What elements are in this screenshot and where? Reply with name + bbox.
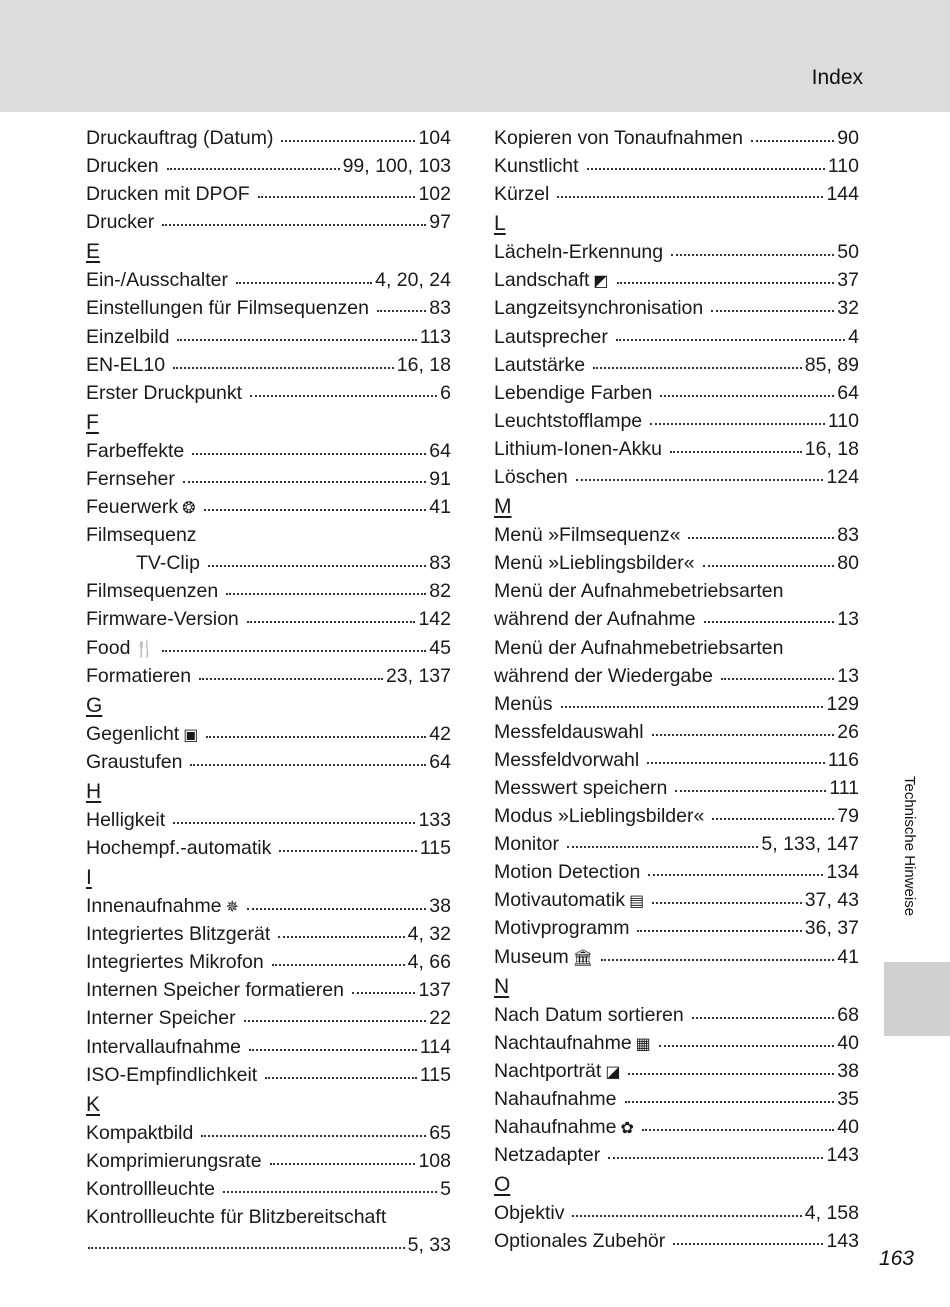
- index-entry: [86, 152, 451, 180]
- index-entry: [494, 294, 859, 322]
- index-entry-term: Integriertes Blitzgerät: [86, 923, 271, 946]
- index-entry-pages: 4, 20, 24: [375, 269, 451, 292]
- index-letter-heading: N: [494, 974, 510, 998]
- dot-leader: [692, 1016, 835, 1019]
- index-letter-heading: K: [86, 1092, 101, 1116]
- index-entry-pages: 102: [418, 183, 451, 206]
- dot-leader: [223, 1190, 437, 1193]
- index-entry: [494, 830, 859, 858]
- dot-leader: [647, 761, 825, 764]
- dot-leader: [281, 139, 415, 142]
- index-entry: [494, 351, 859, 379]
- index-entry-term: Modus »Lieblingsbilder«: [494, 805, 705, 828]
- index-entry-pages: 4, 158: [804, 1202, 859, 1225]
- index-entry: [494, 886, 859, 914]
- dot-leader: [88, 1246, 405, 1249]
- index-entry-term: Kürzel: [494, 183, 550, 206]
- index-entry-pages: 110: [827, 155, 859, 178]
- dot-leader: [199, 677, 383, 680]
- index-entry: [86, 748, 451, 776]
- index-entry-term: Druckauftrag (Datum): [86, 127, 274, 149]
- dot-leader: [637, 929, 801, 932]
- index-entry-pages: 134: [826, 861, 859, 884]
- index-entry: [86, 465, 451, 493]
- index-entry-pages: 111: [829, 776, 859, 799]
- dot-leader: [204, 508, 427, 511]
- dot-leader: [711, 309, 834, 312]
- index-entry-term: Nahaufnahme: [494, 1116, 617, 1138]
- index-column-right: [494, 124, 859, 1255]
- index-entry-pages: 4: [848, 325, 859, 348]
- dot-leader: [244, 1019, 427, 1022]
- index-entry-term: Food: [86, 636, 131, 659]
- index-entry: [86, 124, 451, 152]
- index-letter-heading: O: [494, 1173, 511, 1197]
- index-entry-term: Drucken mit DPOF: [86, 183, 250, 206]
- dot-leader: [247, 907, 426, 910]
- index-entry: [494, 914, 859, 942]
- dot-leader: [557, 195, 823, 198]
- landscape-icon: ◩: [593, 273, 609, 291]
- index-entry-term: Formatieren: [86, 664, 192, 687]
- index-entry-term: Motion Detection: [494, 861, 641, 884]
- index-entry: [86, 1119, 451, 1147]
- index-entry-pages: 13: [837, 664, 859, 687]
- index-entry-term: Lithium-Ionen-Akku: [494, 437, 662, 460]
- dot-leader: [671, 253, 834, 256]
- index-entry-term: Drucken: [86, 155, 159, 178]
- index-entry-pages: 113: [419, 325, 451, 348]
- index-entry-pages: 26: [837, 720, 859, 743]
- dot-leader: [675, 789, 826, 792]
- index-entry-term: Internen Speicher formatieren: [86, 979, 344, 1002]
- dot-leader: [377, 309, 426, 312]
- index-entry: [494, 323, 859, 351]
- index-entry-pages: 64: [429, 750, 451, 773]
- index-entry: [86, 834, 451, 862]
- dot-leader: [226, 592, 426, 595]
- dot-leader: [162, 649, 426, 652]
- index-entry-term: Gegenlicht: [86, 722, 180, 745]
- index-entry: [86, 720, 451, 748]
- index-entry-term: Einstellungen für Filmsequenzen: [86, 297, 369, 320]
- night-portrait-icon: ◪: [605, 1063, 621, 1081]
- index-entry: [494, 407, 859, 435]
- index-entry: [494, 1113, 859, 1141]
- dot-leader: [352, 991, 415, 994]
- index-entry: [86, 1147, 451, 1175]
- index-letter-heading: G: [86, 693, 103, 717]
- index-entry-term: Motivprogramm: [494, 917, 630, 940]
- index-entry: [494, 943, 859, 971]
- dot-leader: [572, 1214, 801, 1217]
- index-entry-pages: 83: [429, 297, 451, 320]
- section-tab: [884, 962, 950, 1036]
- index-entry-term: Kunstlicht: [494, 155, 579, 178]
- index-entry-term: Lautsprecher: [494, 325, 608, 348]
- dot-leader: [173, 821, 415, 824]
- index-letter-heading: M: [494, 495, 512, 519]
- dot-leader: [567, 845, 758, 848]
- index-letter-heading: H: [86, 779, 102, 803]
- dot-leader: [688, 536, 834, 539]
- index-entry-pages: 82: [429, 580, 451, 603]
- index-entry-term: Menü der Aufnahmebetriebsarten: [494, 580, 784, 603]
- index-entry: [494, 605, 859, 633]
- index-entry-pages: 42: [429, 722, 451, 745]
- dot-leader: [162, 223, 426, 226]
- index-entry: [86, 948, 451, 976]
- index-entry-pages: 143: [826, 1230, 859, 1253]
- index-entry-term: Monitor: [494, 833, 560, 856]
- index-entry: [86, 180, 451, 208]
- index-entry-pages: 5: [440, 1177, 451, 1200]
- index-entry: [86, 920, 451, 948]
- index-entry-pages: 36, 37: [804, 917, 859, 940]
- index-entry-pages: 4, 32: [407, 923, 451, 946]
- index-entry: [494, 1001, 859, 1029]
- index-entry-term: Drucker: [86, 211, 155, 234]
- index-entry-pages: 104: [418, 127, 451, 149]
- index-entry-term: Innenaufnahme: [86, 895, 222, 918]
- dot-leader: [167, 167, 340, 170]
- index-entry-term: Museum: [494, 945, 569, 968]
- index-entry-term: Hochempf.-automatik: [86, 836, 272, 859]
- index-entry: [494, 180, 859, 208]
- index-entry-term: Kontrollleuchte: [86, 1177, 215, 1200]
- index-entry: [494, 746, 859, 774]
- index-entry: [86, 323, 451, 351]
- index-letter-heading: E: [86, 240, 101, 264]
- index-entry-pages: 79: [837, 805, 859, 828]
- index-entry: [86, 493, 451, 521]
- dot-leader: [250, 394, 437, 397]
- dot-leader: [601, 958, 834, 961]
- index-entry-term: Leuchtstofflampe: [494, 409, 643, 432]
- index-entry-pages: 38: [837, 1059, 859, 1082]
- index-entry-pages: 45: [429, 636, 451, 659]
- index-entry: [86, 634, 451, 662]
- index-entry: [86, 437, 451, 465]
- night-landscape-icon: ▦: [635, 1035, 651, 1053]
- dot-leader: [236, 281, 372, 284]
- dot-leader: [703, 564, 835, 567]
- dot-leader: [659, 1044, 835, 1047]
- index-entry-term: Menü »Filmsequenz«: [494, 524, 681, 547]
- index-entry-pages: 83: [837, 524, 859, 547]
- index-entry-term: Menü »Lieblingsbilder«: [494, 552, 695, 575]
- index-entry-pages: 65: [429, 1121, 451, 1144]
- index-entry-term: Lächeln-Erkennung: [494, 241, 664, 264]
- index-entry-pages: 83: [429, 552, 451, 575]
- index-column-left: [86, 124, 451, 1259]
- dot-leader: [616, 338, 845, 341]
- index-entry-term: Messwert speichern: [494, 776, 668, 799]
- index-entry-pages: 68: [837, 1003, 859, 1026]
- dot-leader: [576, 478, 824, 481]
- macro-flower-icon: ✿: [620, 1120, 634, 1137]
- index-entry: [494, 1029, 859, 1057]
- index-entry: [494, 124, 859, 152]
- index-entry: [494, 435, 859, 463]
- index-entry-term: Kompaktbild: [86, 1121, 194, 1144]
- index-entry: [494, 1199, 859, 1227]
- index-entry-term: Ein-/Ausschalter: [86, 269, 228, 292]
- index-entry: [86, 1175, 451, 1203]
- index-entry-term: EN-EL10: [86, 353, 166, 376]
- index-entry-pages: 64: [837, 381, 859, 404]
- dot-leader: [751, 139, 834, 142]
- dot-leader: [561, 705, 824, 708]
- index-entry-term: Integriertes Mikrofon: [86, 951, 264, 974]
- index-entry-term: Netzadapter: [494, 1144, 601, 1167]
- index-entry: [86, 1004, 451, 1032]
- index-entry-pages: 64: [429, 439, 451, 462]
- dot-leader: [206, 735, 426, 738]
- index-entry-pages: 114: [419, 1035, 451, 1058]
- index-entry: [494, 521, 859, 549]
- dot-leader: [177, 338, 416, 341]
- index-entry: [86, 379, 451, 407]
- index-entry-term: Nachtporträt: [494, 1059, 602, 1082]
- index-entry-pages: 37: [837, 269, 859, 292]
- index-entry: [86, 351, 451, 379]
- index-entry-pages: 16, 18: [396, 353, 451, 376]
- dot-leader: [712, 817, 834, 820]
- museum-icon: 🏛: [572, 949, 594, 967]
- index-entry-term: Erster Druckpunkt: [86, 381, 243, 404]
- header-title: Index: [811, 66, 863, 89]
- index-entry-pages: 137: [418, 979, 451, 1002]
- dot-leader: [593, 366, 802, 369]
- dot-leader: [652, 901, 802, 904]
- index-entry-term: ISO-Empfindlichkeit: [86, 1063, 258, 1086]
- index-entry-pages: 38: [429, 895, 451, 918]
- index-entry-pages: 5, 33: [407, 1234, 451, 1257]
- index-entry-pages: 80: [837, 552, 859, 575]
- index-entry-term: Filmsequenz: [86, 524, 197, 547]
- index-entry: [86, 577, 451, 605]
- dot-leader: [258, 195, 416, 198]
- dot-leader: [190, 763, 426, 766]
- index-entry-pages: 4, 66: [407, 951, 451, 974]
- index-entry-pages: 115: [419, 1063, 451, 1086]
- index-entry-pages: 99, 100, 103: [342, 155, 451, 178]
- index-entry: [86, 549, 451, 577]
- dot-leader: [249, 1048, 417, 1051]
- dot-leader: [642, 1128, 834, 1131]
- party-indoor-icon: ✵: [225, 899, 239, 917]
- dot-leader: [272, 963, 405, 966]
- index-entry: [86, 976, 451, 1004]
- dot-leader: [617, 281, 835, 284]
- index-entry-term: Kontrollleuchte für Blitzbereitschaft: [86, 1206, 387, 1228]
- index-entry-pages: 129: [826, 692, 859, 715]
- index-entry-pages: 6: [440, 381, 451, 404]
- index-entry-term: Filmsequenzen: [86, 580, 219, 603]
- dot-leader: [278, 935, 404, 938]
- index-entry: [494, 549, 859, 577]
- index-entry-pages: 37, 43: [804, 889, 859, 912]
- dot-leader: [670, 450, 802, 453]
- index-entry-term: Firmware-Version: [86, 608, 239, 631]
- index-entry-term: Einzelbild: [86, 325, 170, 348]
- index-entry: [86, 1061, 451, 1089]
- index-entry: [494, 858, 859, 886]
- dot-leader: [587, 167, 825, 170]
- index-entry: [86, 662, 451, 690]
- index-entry: [494, 802, 859, 830]
- index-entry: [494, 152, 859, 180]
- index-entry-pages: 116: [827, 748, 859, 771]
- backlight-icon: ▣: [183, 726, 199, 744]
- index-entry-pages: 91: [429, 467, 451, 490]
- index-entry-term: TV-Clip: [136, 552, 200, 575]
- index-entry: [494, 463, 859, 491]
- index-entry: [86, 1033, 451, 1061]
- dot-leader: [721, 677, 834, 680]
- index-entry-term: Messfeldvorwahl: [494, 748, 640, 771]
- index-entry-term: Nach Datum sortieren: [494, 1003, 684, 1026]
- dot-leader: [208, 564, 426, 567]
- dot-leader: [673, 1242, 823, 1245]
- index-entry-term: Interner Speicher: [86, 1007, 236, 1030]
- index-letter-heading: F: [86, 410, 99, 434]
- section-label: Technische Hinweise: [901, 776, 918, 917]
- index-entry-term: Fernseher: [86, 467, 175, 490]
- index-entry-term: Lebendige Farben: [494, 381, 653, 404]
- index-entry: [86, 605, 451, 633]
- index-entry: [494, 1227, 859, 1255]
- index-entry-term: Kopieren von Tonaufnahmen: [494, 127, 743, 149]
- dot-leader: [648, 873, 823, 876]
- index-entry-term: Menüs: [494, 692, 553, 715]
- dot-leader: [660, 394, 834, 397]
- index-entry-pages: 133: [418, 808, 451, 831]
- dot-leader: [625, 1100, 835, 1103]
- index-entry: [86, 294, 451, 322]
- index-entry-pages: 110: [827, 409, 859, 432]
- index-letter-heading: I: [86, 866, 92, 890]
- index-entry-pages: 41: [429, 496, 451, 519]
- index-entry-pages: 40: [837, 1031, 859, 1054]
- index-entry-pages: 143: [826, 1144, 859, 1167]
- dot-leader: [650, 422, 825, 425]
- index-entry-pages: 124: [826, 466, 859, 489]
- index-entry: [494, 1085, 859, 1113]
- dot-leader: [652, 733, 835, 736]
- dot-leader: [628, 1072, 834, 1075]
- index-entry-term: Motivautomatik: [494, 889, 626, 912]
- index-entry-term: Nachtaufnahme: [494, 1031, 632, 1054]
- index-entry: [494, 774, 859, 802]
- index-entry: [494, 1141, 859, 1169]
- index-entry-pages: 142: [418, 608, 451, 631]
- index-entry-term: Optionales Zubehör: [494, 1230, 666, 1253]
- index-entry-pages: 5, 133, 147: [761, 833, 859, 856]
- dot-leader: [608, 1156, 823, 1159]
- index-entry-pages: 13: [837, 608, 859, 631]
- index-entry: [494, 238, 859, 266]
- index-entry-term: Farbeffekte: [86, 439, 185, 462]
- index-entry: [494, 718, 859, 746]
- page-header: [0, 0, 950, 112]
- index-entry-term: Messfeldauswahl: [494, 720, 644, 743]
- index-entry-pages: 35: [837, 1087, 859, 1110]
- index-entry-pages: 108: [418, 1149, 451, 1172]
- index-entry-term: Graustufen: [86, 750, 183, 773]
- page-number: 163: [878, 1247, 914, 1270]
- index-entry: [86, 208, 451, 236]
- index-entry-pages: 23, 137: [385, 664, 451, 687]
- index-entry: [86, 806, 451, 834]
- dot-leader: [265, 1076, 417, 1079]
- index-entry: [494, 662, 859, 690]
- dot-leader: [192, 452, 426, 455]
- index-entry: [494, 266, 859, 294]
- dot-leader: [173, 366, 394, 369]
- index-entry: [86, 892, 451, 920]
- index-entry-pages: 22: [429, 1007, 451, 1030]
- index-entry-term: Landschaft: [494, 269, 590, 292]
- dot-leader: [247, 620, 416, 623]
- dot-leader: [201, 1134, 426, 1137]
- dot-leader: [270, 1162, 416, 1165]
- index-entry-term: Objektiv: [494, 1202, 565, 1225]
- index-entry-pages: 90: [837, 127, 859, 149]
- index-entry-pages: 40: [837, 1116, 859, 1138]
- index-entry-pages: 16, 18: [804, 437, 859, 460]
- index-entry: [494, 1057, 859, 1085]
- index-entry-term: Löschen: [494, 466, 568, 489]
- dot-leader: [704, 620, 835, 623]
- index-entry-term: Langzeitsynchronisation: [494, 297, 704, 320]
- index-entry-term: Menü der Aufnahmebetriebsarten: [494, 636, 784, 659]
- index-entry-term: Helligkeit: [86, 808, 166, 831]
- index-entry-term: Lautstärke: [494, 353, 586, 376]
- index-entry-pages: 144: [826, 183, 859, 206]
- index-entry-term: Feuerwerk: [86, 496, 179, 519]
- index-entry-term: Komprimierungsrate: [86, 1149, 262, 1172]
- index-entry: [86, 1231, 451, 1259]
- index-entry: [494, 379, 859, 407]
- index-entry-term: Intervallaufnahme: [86, 1035, 242, 1058]
- index-entry-pages: 97: [429, 211, 451, 234]
- index-entry-pages: 50: [837, 241, 859, 264]
- fireworks-icon: ❂: [182, 500, 196, 518]
- index-entry-term: Nahaufnahme: [494, 1087, 617, 1110]
- index-letter-heading: L: [494, 212, 506, 236]
- dot-leader: [279, 849, 417, 852]
- index-entry-term: während der Wiedergabe: [494, 664, 713, 687]
- index-entry-term: während der Aufnahme: [494, 608, 696, 631]
- food-icon: 🍴: [134, 640, 155, 658]
- index-entry-pages: 41: [837, 945, 859, 968]
- index-entry-pages: 115: [419, 836, 451, 859]
- index-entry-pages: 85, 89: [804, 353, 859, 376]
- index-entry-pages: 32: [837, 297, 859, 320]
- index-entry: [86, 266, 451, 294]
- dot-leader: [183, 480, 426, 483]
- index-entry: [494, 690, 859, 718]
- scene-auto-icon: ▤: [629, 893, 645, 911]
